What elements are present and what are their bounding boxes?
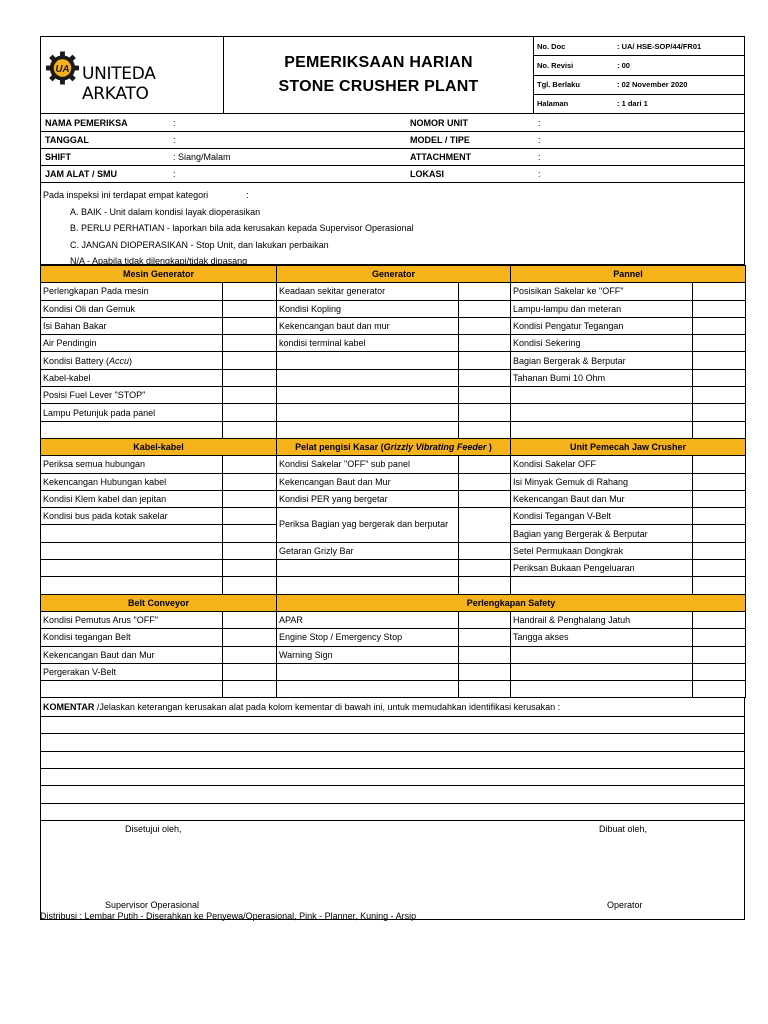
status-check-cell[interactable] <box>693 560 746 577</box>
status-check-cell[interactable] <box>693 629 746 646</box>
info-value-field[interactable]: : <box>173 135 176 145</box>
checklist-item: Perlengkapan Pada mesin <box>41 283 223 300</box>
section-header: Belt Conveyor <box>41 594 277 611</box>
checklist-item <box>41 421 223 438</box>
checklist-item: Engine Stop / Emergency Stop <box>277 629 459 646</box>
status-check-cell[interactable] <box>459 681 511 698</box>
checklist-item <box>277 387 459 404</box>
header-text-italic: Grizzly Vibrating Feeder <box>383 442 487 453</box>
checklist-item: Kondisi bus pada kotak sakelar <box>41 508 223 525</box>
status-check-cell[interactable] <box>459 283 511 300</box>
doc-info-label: No. Revisi <box>537 60 574 70</box>
checklist-item: kondisi terminal kabel <box>277 335 459 352</box>
section-header: Mesin Generator <box>41 266 277 283</box>
checklist-item: Kekencangan Baut dan Mur <box>277 473 459 490</box>
checklist-item: Isi Bahan Bakar <box>41 317 223 334</box>
status-check-cell[interactable] <box>223 560 277 577</box>
checklist-item <box>511 577 693 594</box>
info-row <box>41 114 744 131</box>
checklist-item: APAR <box>277 611 459 628</box>
checklist-row <box>41 646 746 663</box>
item-text: ) <box>129 355 133 366</box>
info-label: SHIFT <box>45 152 71 162</box>
checklist-item: Handrail & Penghalang Jatuh <box>511 611 693 628</box>
logo-mark: UA <box>55 63 70 75</box>
status-check-cell[interactable] <box>459 490 511 507</box>
comment-line[interactable] <box>41 803 744 820</box>
checklist-item: Kondisi Pengatur Tegangan <box>511 317 693 334</box>
status-check-cell[interactable] <box>459 577 511 594</box>
checklist-item <box>277 352 459 369</box>
checklist-item: Kondisi Pemutus Arus "OFF" <box>41 611 223 628</box>
approved-by-label: Disetujui oleh, <box>125 824 182 835</box>
category-item: A. BAIK - Unit dalam kondisi layak dioperasikan <box>70 206 261 217</box>
doc-info-row <box>534 94 744 113</box>
status-check-cell[interactable] <box>693 421 746 438</box>
checklist-item: Tahanan Bumi 10 Ohm <box>511 369 693 386</box>
status-check-cell[interactable] <box>693 508 746 525</box>
section-header: Kabel-kabel <box>41 438 277 455</box>
status-check-cell[interactable] <box>693 283 746 300</box>
checklist-row <box>41 369 746 386</box>
status-check-cell[interactable] <box>223 369 277 386</box>
status-check-cell[interactable] <box>223 508 277 525</box>
info-label: TANGGAL <box>45 135 89 145</box>
status-check-cell[interactable] <box>223 473 277 490</box>
info-value-field[interactable]: : <box>538 169 541 179</box>
section-header: Generator <box>277 266 511 283</box>
checklist-item <box>277 421 459 438</box>
checklist-item <box>41 560 223 577</box>
checklist-row <box>41 629 746 646</box>
info-label: JAM ALAT / SMU <box>45 169 117 179</box>
signature-section <box>40 821 745 920</box>
checklist-item: Tangga akses <box>511 629 693 646</box>
checklist-item <box>41 525 223 542</box>
comment-header <box>41 698 744 715</box>
checklist-item <box>277 369 459 386</box>
status-check-cell[interactable] <box>693 525 746 542</box>
status-check-cell[interactable] <box>459 663 511 680</box>
checklist-row <box>41 421 746 438</box>
checklist-item: Air Pendingin <box>41 335 223 352</box>
info-label: LOKASI <box>410 169 445 179</box>
checklist-item: Kondisi Sakelar OFF <box>511 456 693 473</box>
checklist-item <box>277 577 459 594</box>
info-value-field[interactable]: : <box>173 117 176 128</box>
checklist-item: Lampu-lampu dan meteran <box>511 300 693 317</box>
form-title <box>224 37 534 113</box>
status-check-cell[interactable] <box>223 404 277 421</box>
checklist-row <box>41 560 746 577</box>
status-check-cell[interactable] <box>693 663 746 680</box>
checklist-item <box>277 404 459 421</box>
status-check-cell[interactable] <box>693 611 746 628</box>
checklist-row <box>41 352 746 369</box>
checklist-row <box>41 577 746 594</box>
status-check-cell[interactable] <box>223 317 277 334</box>
checklist-item: Kondisi Tegangan V-Belt <box>511 508 693 525</box>
checklist-item: Keadaan sekitar generator <box>277 283 459 300</box>
checklist-item: Posisikan Sakelar ke "OFF" <box>511 283 693 300</box>
status-check-cell[interactable] <box>693 335 746 352</box>
checklist-row <box>41 542 746 559</box>
checklist-item: Kekencangan Baut dan Mur <box>511 490 693 507</box>
comment-line[interactable] <box>41 751 744 768</box>
status-check-cell[interactable] <box>459 542 511 559</box>
checklist-item <box>277 681 459 698</box>
status-check-cell[interactable] <box>693 473 746 490</box>
info-row <box>41 165 744 182</box>
comment-line[interactable] <box>41 716 744 733</box>
status-check-cell[interactable] <box>223 352 277 369</box>
status-check-cell[interactable] <box>223 456 277 473</box>
status-check-cell[interactable] <box>223 681 277 698</box>
checklist-item: Kondisi Sakelar "OFF" sub panel <box>277 456 459 473</box>
status-check-cell[interactable] <box>459 404 511 421</box>
section-header: Unit Pemecah Jaw Crusher <box>511 438 746 455</box>
status-check-cell[interactable] <box>459 335 511 352</box>
status-check-cell[interactable] <box>459 508 511 543</box>
checklist-item <box>41 542 223 559</box>
status-check-cell[interactable] <box>223 629 277 646</box>
status-check-cell[interactable] <box>693 387 746 404</box>
checklist-item: Getaran Grizly Bar <box>277 542 459 559</box>
status-check-cell[interactable] <box>223 335 277 352</box>
status-check-cell[interactable] <box>693 369 746 386</box>
status-check-cell[interactable] <box>693 646 746 663</box>
item-text: Kondisi Battery ( <box>43 355 110 366</box>
info-label: NAMA PEMERIKSA <box>45 117 128 128</box>
checklist-item <box>511 404 693 421</box>
checklist-item <box>277 663 459 680</box>
checklist-row <box>41 387 746 404</box>
checklist-item <box>41 577 223 594</box>
doc-info-value: : UA/ HSE-SOP/44/FR01 <box>617 41 702 51</box>
status-check-cell[interactable] <box>693 352 746 369</box>
header-text: Pelat pengisi Kasar ( <box>295 442 384 453</box>
section-header <box>277 438 511 455</box>
checklist-item: Posisi Fuel Lever "STOP" <box>41 387 223 404</box>
status-check-cell[interactable] <box>459 611 511 628</box>
category-item: C. JANGAN DIOPERASIKAN - Stop Unit, dan lakukan perbaikan <box>70 239 329 250</box>
status-check-cell[interactable] <box>223 577 277 594</box>
info-value-field[interactable]: : <box>173 169 176 179</box>
status-check-cell[interactable] <box>693 681 746 698</box>
checklist-item: Kondisi Sekering <box>511 335 693 352</box>
info-value-field[interactable]: : <box>538 152 541 162</box>
status-check-cell[interactable] <box>223 663 277 680</box>
status-check-cell[interactable] <box>693 542 746 559</box>
checklist-item: Lampu Petunjuk pada panel <box>41 404 223 421</box>
distribution-note: Distribusi : Lembar Putih - Diserahkan ke Penyewa/Operasional, Pink - Planner, Kuning - Arsip <box>40 911 417 921</box>
comment-line[interactable] <box>41 733 744 750</box>
status-check-cell[interactable] <box>459 456 511 473</box>
status-check-cell[interactable] <box>459 473 511 490</box>
status-check-cell[interactable] <box>223 542 277 559</box>
doc-info-row <box>534 37 744 55</box>
status-check-cell[interactable] <box>459 421 511 438</box>
section-header: Pannel <box>511 266 746 283</box>
checklist-row <box>41 317 746 334</box>
checklist-row <box>41 681 746 698</box>
info-row <box>41 131 744 148</box>
checklist-item <box>41 681 223 698</box>
status-check-cell[interactable] <box>693 317 746 334</box>
status-check-cell[interactable] <box>459 560 511 577</box>
status-check-cell[interactable] <box>459 369 511 386</box>
doc-info-value: : 02 November 2020 <box>617 80 688 90</box>
made-by-label: Dibuat oleh, <box>599 824 648 835</box>
checklist-item: Kekencangan Hubungan kabel <box>41 473 223 490</box>
checklist-item: Kekencangan baut dan mur <box>277 317 459 334</box>
comment-line[interactable] <box>41 785 744 802</box>
info-row <box>41 148 744 165</box>
comment-line[interactable] <box>41 768 744 785</box>
gear-logo-icon <box>45 50 80 86</box>
comment-section <box>40 698 745 821</box>
doc-info-label: No. Doc <box>537 41 566 51</box>
status-check-cell[interactable] <box>693 456 746 473</box>
section-header-row <box>41 438 746 455</box>
info-label: MODEL / TIPE <box>410 135 470 145</box>
checklist-grid <box>40 265 746 698</box>
info-value-field[interactable]: : <box>538 135 541 145</box>
checklist-item <box>511 663 693 680</box>
logo-text: UNITEDA ARKATO <box>81 64 156 104</box>
title-line-1: PEMERIKSAAN HARIAN <box>284 54 473 71</box>
doc-info-value: : 1 dari 1 <box>617 99 648 109</box>
checklist-item <box>511 646 693 663</box>
header-text: ) <box>486 442 492 453</box>
checklist-row <box>41 663 746 680</box>
status-check-cell[interactable] <box>459 646 511 663</box>
doc-info-label: Tgl. Berlaku <box>537 80 580 90</box>
status-check-cell[interactable] <box>223 646 277 663</box>
company-logo <box>41 37 224 113</box>
checklist-row <box>41 611 746 628</box>
checklist-row <box>41 404 746 421</box>
checklist-item: Kondisi PER yang bergetar <box>277 490 459 507</box>
info-label: ATTACHMENT <box>410 152 472 162</box>
doc-info-value: : 00 <box>617 60 630 70</box>
checklist-item <box>511 421 693 438</box>
status-check-cell[interactable] <box>223 283 277 300</box>
checklist-item <box>511 681 693 698</box>
checklist-row <box>41 300 746 317</box>
checklist-row <box>41 490 746 507</box>
doc-info-label: Halaman <box>537 99 569 109</box>
checklist-item: Pergerakan V-Belt <box>41 663 223 680</box>
status-check-cell[interactable] <box>223 421 277 438</box>
status-check-cell[interactable] <box>693 490 746 507</box>
checklist-item: Periksa Bagian yag bergerak dan berputar <box>277 508 459 543</box>
checklist-item: Warning Sign <box>277 646 459 663</box>
checklist-item: Kondisi Oli dan Gemuk <box>41 300 223 317</box>
form-header <box>40 36 745 114</box>
info-label: NOMOR UNIT <box>410 117 468 128</box>
checklist-row <box>41 508 746 525</box>
status-check-cell[interactable] <box>459 387 511 404</box>
item-text-italic: Accu <box>109 355 130 366</box>
title-line-2: STONE CRUSHER PLANT <box>278 78 479 95</box>
checklist-item: Periksa semua hubungan <box>41 456 223 473</box>
checklist-item <box>277 560 459 577</box>
checklist-item: Isi Minyak Gemuk di Rahang <box>511 473 693 490</box>
comment-label: KOMENTAR <box>43 702 95 713</box>
checklist-item <box>41 352 223 369</box>
status-check-cell[interactable] <box>223 525 277 542</box>
checklist-row <box>41 473 746 490</box>
checklist-row <box>41 283 746 300</box>
doc-info-row <box>534 75 744 94</box>
unit-info <box>40 114 745 183</box>
status-check-cell[interactable] <box>693 300 746 317</box>
checklist-item: Bagian Bergerak & Berputar <box>511 352 693 369</box>
checklist-item: Kondisi Kopling <box>277 300 459 317</box>
checklist-item: Kekencangan Baut dan Mur <box>41 646 223 663</box>
comment-instruction: /Jelaskan keterangan kerusakan alat pada kolom kementar di bawah ini, untuk memudahkan identifikasi kerusakan : <box>94 702 561 713</box>
status-check-cell[interactable] <box>459 300 511 317</box>
category-item: B. PERLU PERHATIAN - laporkan bila ada kerusakan kepada Supervisor Operasional <box>70 223 414 233</box>
checklist-item <box>511 387 693 404</box>
status-check-cell[interactable] <box>223 387 277 404</box>
status-check-cell[interactable] <box>223 300 277 317</box>
status-check-cell[interactable] <box>693 577 746 594</box>
inspection-form <box>40 36 745 920</box>
categories-intro: Pada inspeksi ini terdapat empat kategori <box>43 190 209 200</box>
section-header-row <box>41 594 746 611</box>
doc-info-row <box>534 55 744 74</box>
status-check-cell[interactable] <box>459 352 511 369</box>
status-check-cell[interactable] <box>459 317 511 334</box>
checklist-row <box>41 335 746 352</box>
checklist-item: Bagian yang Bergerak & Berputar <box>511 525 693 542</box>
checklist-item: Setel Permukaan Dongkrak <box>511 542 693 559</box>
categories-colon: : <box>246 190 249 200</box>
status-check-cell[interactable] <box>693 404 746 421</box>
checklist-item: Kondisi tegangan Belt <box>41 629 223 646</box>
checklist-row <box>41 456 746 473</box>
info-value-field[interactable]: : <box>538 117 541 128</box>
operator-signature[interactable]: Operator <box>607 900 643 911</box>
status-check-cell[interactable] <box>459 629 511 646</box>
inspection-categories <box>40 183 745 265</box>
status-check-cell[interactable] <box>223 611 277 628</box>
info-value-field[interactable]: : Siang/Malam <box>173 152 231 162</box>
checklist-item: Kondisi Klem kabel dan jepitan <box>41 490 223 507</box>
section-header: Perlengkapan Safety <box>277 594 746 611</box>
supervisor-signature[interactable]: Supervisor Operasional <box>105 900 200 911</box>
document-info <box>534 37 744 113</box>
category-item: N/A - Apabila tidak dilengkapi/tidak dipasang <box>70 256 248 266</box>
checklist-item: Periksan Bukaan Pengeluaran <box>511 560 693 577</box>
status-check-cell[interactable] <box>223 490 277 507</box>
checklist-item: Kabel-kabel <box>41 369 223 386</box>
